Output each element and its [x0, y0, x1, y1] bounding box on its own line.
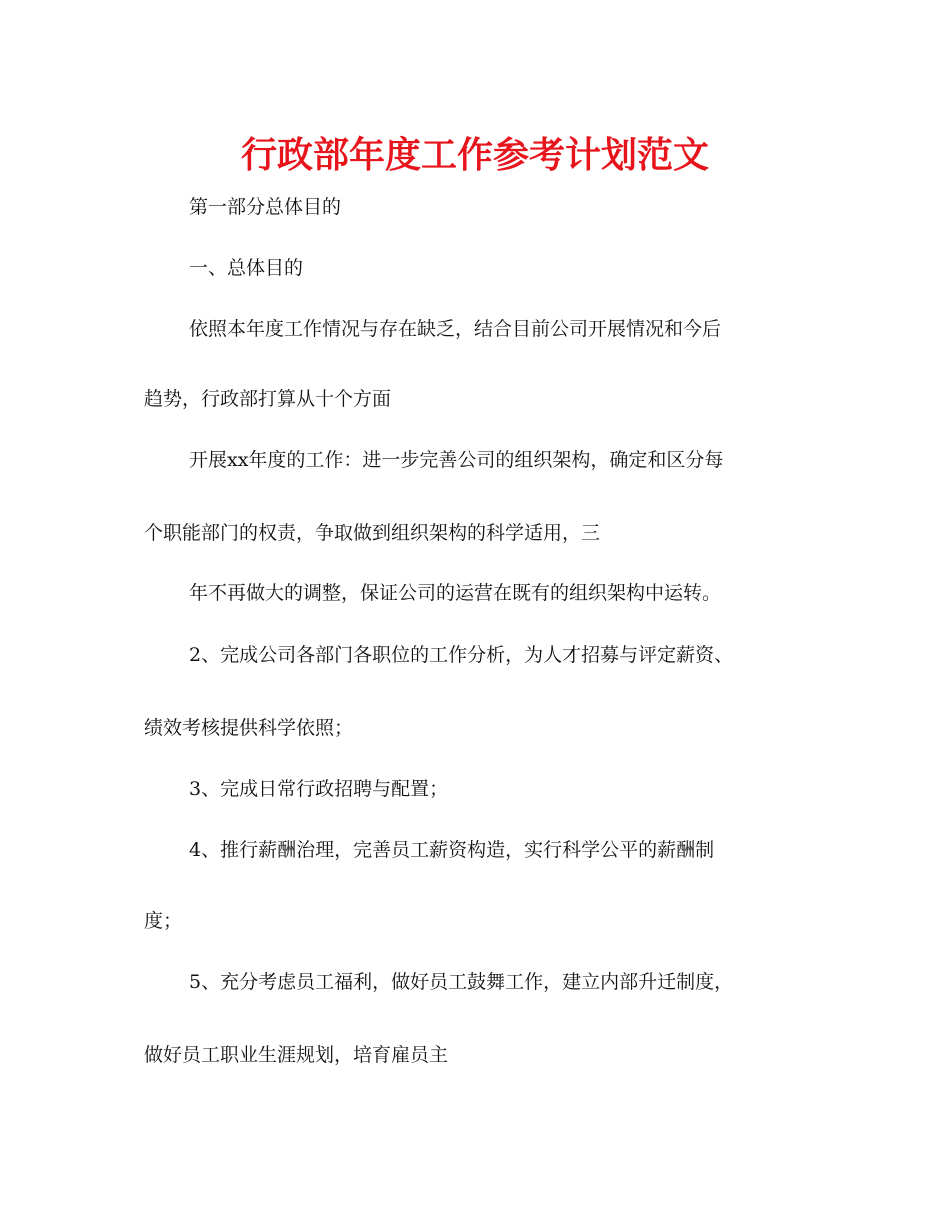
paragraph-line: 年不再做大的调整，保证公司的运营在既有的组织架构中运转。 — [189, 582, 722, 604]
paragraph-line: 个职能部门的权责，争取做到组织架构的科学适用，三 — [144, 522, 601, 544]
document-title: 行政部年度工作参考计划范文 — [240, 135, 709, 176]
list-item: 4、推行薪酬治理，完善员工薪资构造，实行科学公平的薪酬制 — [189, 839, 715, 861]
list-item-continuation: 度； — [144, 910, 183, 932]
section-heading: 第一部分总体目的 — [189, 196, 342, 218]
paragraph-line: 趋势，行政部打算从十个方面 — [144, 388, 392, 410]
list-item: 5、充分考虑员工福利，做好员工鼓舞工作，建立内部升迁制度， — [189, 971, 734, 993]
list-item: 3、完成日常行政招聘与配置； — [189, 778, 449, 800]
list-item: 2、完成公司各部门各职位的工作分析，为人才招募与评定薪资、 — [189, 644, 734, 666]
list-item-continuation: 绩效考核提供科学依照； — [144, 717, 354, 739]
subsection-heading: 一、总体目的 — [189, 257, 304, 279]
list-item-continuation: 做好员工职业生涯规划，培育雇员主 — [144, 1044, 449, 1066]
paragraph-line: 依照本年度工作情况与存在缺乏，结合目前公司开展情况和今后 — [189, 318, 722, 340]
paragraph-line: 开展xx年度的工作：进一步完善公司的组织架构，确定和区分每 — [189, 449, 724, 471]
